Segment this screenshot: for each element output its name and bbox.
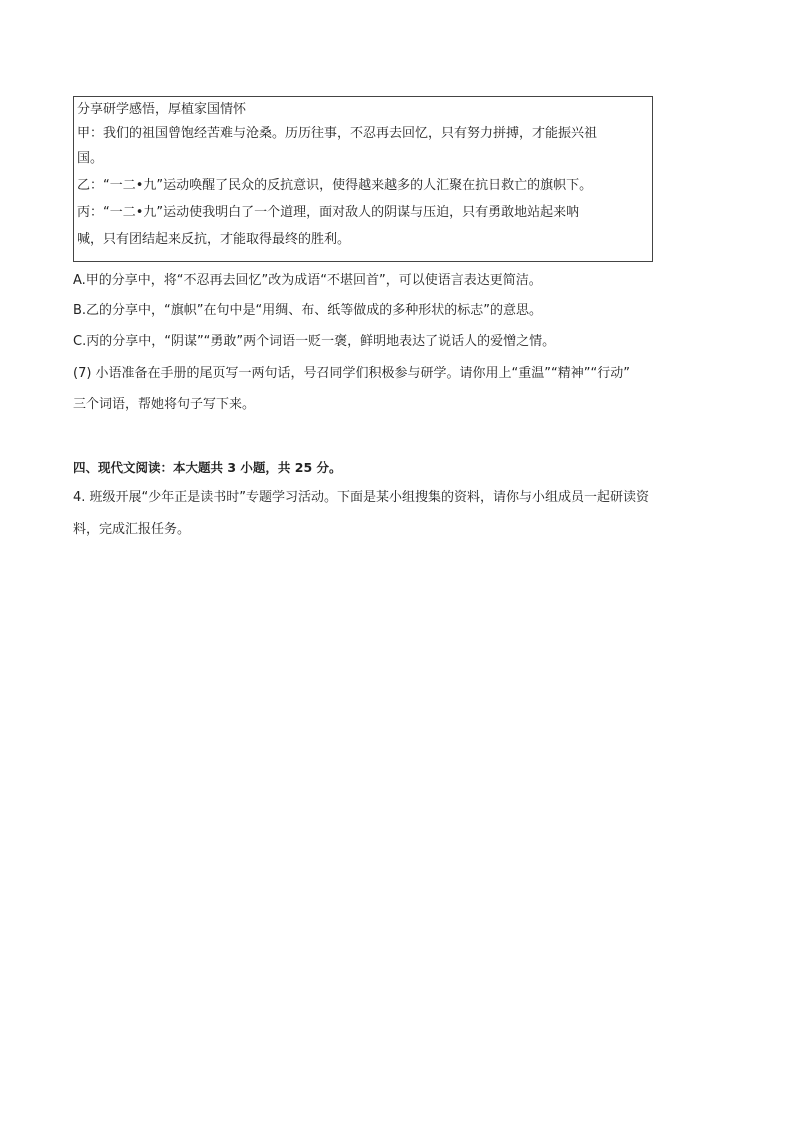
section-4-title: 四、现代文阅读：本大题共 3 小题，共 25 分。 — [73, 460, 342, 475]
option-c: C.丙的分享中，“阴谋”“勇敢”两个词语一贬一褒，鲜明地表达了说话人的爱憎之情。 — [73, 334, 556, 349]
box-line-jia-2: 国。 — [77, 151, 104, 166]
option-b: B.乙的分享中，“旗帜”在句中是“用绸、布、纸等做成的多种形状的标志”的意思。 — [73, 303, 542, 318]
sharing-box — [73, 96, 653, 262]
box-line-bing-1: 丙：“一二•九”运动使我明白了一个道理，面对敌人的阴谋与压迫，只有勇敢地站起来呐 — [77, 205, 580, 220]
option-a: A.甲的分享中，将“不忍再去回忆”改为成语“不堪回首”，可以使语言表达更简洁。 — [73, 273, 542, 288]
box-title: 分享研学感悟，厚植家国情怀 — [77, 102, 247, 117]
box-line-bing-2: 喊，只有团结起来反抗，才能取得最终的胜利。 — [77, 232, 351, 247]
question-4-line-1: 4. 班级开展“少年正是读书时”专题学习活动。下面是某小组搜集的资料，请你与小组成员一起研读资 — [73, 490, 650, 505]
question-7-line-2: 三个词语，帮她将句子写下来。 — [73, 397, 256, 412]
box-line-yi: 乙：“一二•九”运动唤醒了民众的反抗意识，使得越来越多的人汇聚在抗日救亡的旗帜下。 — [77, 178, 593, 193]
box-line-jia-1: 甲：我们的祖国曾饱经苦难与沧桑。历历往事，不忍再去回忆，只有努力拼搏，才能振兴祖 — [77, 126, 598, 141]
question-7-line-1: (7) 小语准备在手册的尾页写一两句话，号召同学们积极参与研学。请你用上“重温”“精神”“行动” — [73, 366, 630, 381]
question-4-line-2: 料，完成汇报任务。 — [73, 522, 191, 537]
